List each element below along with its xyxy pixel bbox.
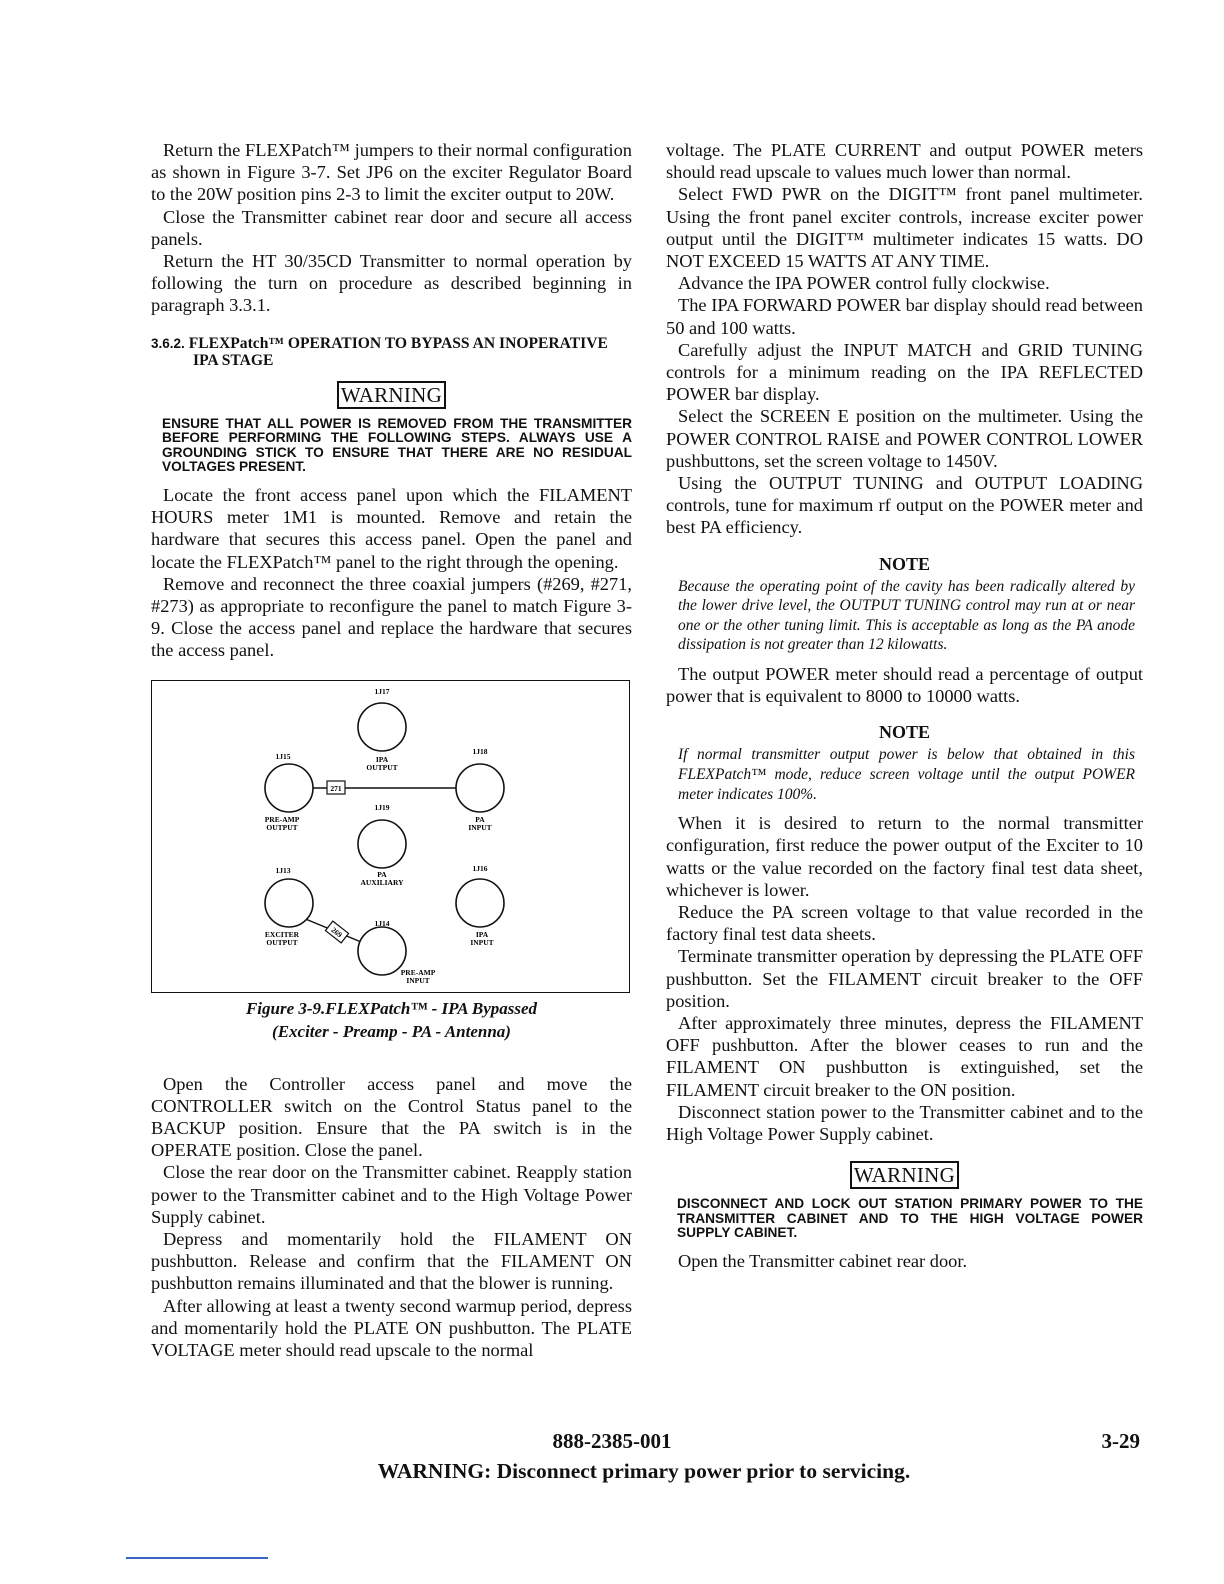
right-column <box>666 139 1143 1272</box>
warning-text: DISCONNECT AND LOCK OUT STATION PRIMARY POWER TO THE TRANSMITTER CABINET AND TO THE HIGH VOLTAGE POWER SUPPLY CABINET. <box>677 1196 1143 1241</box>
document-number: 888-2385-001 <box>552 1429 672 1453</box>
connector-1j15 <box>265 764 313 812</box>
connector-1j17 <box>358 703 406 751</box>
section-number: 3.6.2. <box>151 335 185 351</box>
paragraph: Open the Transmitter cabinet rear door. <box>678 1251 968 1272</box>
paragraph: After approximately three minutes, depress the FILAMENT OFF pushbutton. After the blower ceases to run and the FILAMENT ON pushbutton is extinguished, set the FILAMENT circuit breaker to the ON position. <box>666 1013 1143 1100</box>
paragraph: Close the Transmitter cabinet rear door and secure all access panels. <box>151 206 632 249</box>
paragraph: Remove and reconnect the three coaxial jumpers (#269, #271, #273) as appropriate to reconfigure the panel to match Figure 3-9. Close the access panel and replace the hardware that secures the access panel. <box>151 573 632 661</box>
connector-1j13-name: EXCITER <box>264 929 300 939</box>
jumper-271-label: 271 <box>330 783 342 793</box>
jumper-269-label: 269 <box>329 925 344 940</box>
note-title: NOTE <box>878 722 930 743</box>
divider <box>126 1557 268 1559</box>
connector-1j14-id: 1J14 <box>374 918 390 928</box>
note-text: If normal transmitter output power is below that obtained in this FLEXPatch™ mode, reduce screen voltage until the output POWER meter indicates 100%. <box>678 746 1135 803</box>
connector-1j18-name: PA <box>475 814 485 824</box>
paragraph: Using the OUTPUT TUNING and OUTPUT LOADING controls, tune for maximum rf output on the POWER meter and best PA efficiency. <box>666 473 1143 538</box>
connector-1j13-id: 1J13 <box>275 865 291 875</box>
jumper-tag-269 <box>325 921 348 943</box>
section-title: FLEXPatch™ OPERATION TO BYPASS AN INOPERATIVE IPA STAGE <box>188 334 608 369</box>
paragraph: voltage. The PLATE CURRENT and output POWER meters should read upscale to values much lower than normal. <box>666 140 1143 183</box>
connector-1j15-id: 1J15 <box>275 751 291 761</box>
figure-caption-line1: Figure 3-9.FLEXPatch™ - IPA Bypassed <box>245 998 538 1018</box>
figure-caption-line2: (Exciter - Preamp - PA - Antenna) <box>272 1021 511 1041</box>
warning-label-wrap <box>151 381 632 409</box>
connector-1j19-function: AUXILIARY <box>360 877 404 887</box>
connector-1j19 <box>358 820 406 868</box>
paragraph: Open the Controller access panel and move the CONTROLLER switch on the Control Status panel to the BACKUP position. Ensure that the PA switch is in the OPERATE position. Close the panel. <box>151 1073 632 1161</box>
note-title: NOTE <box>878 553 930 574</box>
connector-1j13 <box>265 879 313 927</box>
paragraph: Depress and momentarily hold the FILAMENT ON pushbutton. Release and confirm that the FILAMENT ON pushbutton remains illuminated and that the blower is running. <box>151 1229 632 1294</box>
paragraph: Terminate transmitter operation by depressing the PLATE OFF pushbutton. Set the FILAMENT circuit breaker to the OFF position. <box>666 946 1143 1011</box>
warning-text: ENSURE THAT ALL POWER IS REMOVED FROM THE TRANSMITTER BEFORE PERFORMING THE FOLLOWING STEPS. ALWAYS USE A GROUNDING STICK TO ENSURE THAT THERE ARE NO RESIDUAL VOLTAGES PRESENT. <box>162 415 632 475</box>
connector-1j17-name: IPA <box>375 754 389 764</box>
connector-1j15-name: PRE-AMP <box>264 814 300 824</box>
paragraph: Carefully adjust the INPUT MATCH and GRID TUNING controls for a minimum reading on the IPA REFLECTED POWER bar display. <box>666 339 1143 405</box>
left-column <box>151 139 632 1361</box>
paragraph: The IPA FORWARD POWER bar display should read between 50 and 100 watts. <box>666 295 1143 338</box>
paragraph: The output POWER meter should read a percentage of output power that is equivalent to 8000 to 10000 watts. <box>666 664 1143 707</box>
page-number: 3-29 <box>1101 1429 1140 1453</box>
connector-1j18 <box>456 764 504 812</box>
connector-1j14-name: PRE-AMP <box>400 967 436 977</box>
paragraph: Return the HT 30/35CD Transmitter to normal operation by following the turn on procedure as described beginning in paragraph 3.3.1. <box>151 251 632 316</box>
paragraph: Select FWD PWR on the DIGIT™ front panel multimeter. Using the front panel exciter controls, increase exciter power output until the DIGIT™ multimeter indicates 15 watts. DO NOT EXCEED 15 WATTS AT ANY TIME. <box>666 184 1143 272</box>
section-heading <box>151 335 632 369</box>
paragraph: Locate the front access panel upon which the FILAMENT HOURS meter 1M1 is mounted. Remove and retain the hardware that secures this access panel. Open the panel and locate the FLEXPatch™ panel to the right through the opening. <box>151 485 632 572</box>
footer-warning: WARNING: Disconnect primary power prior to servicing. <box>377 1459 911 1483</box>
paragraph: Advance the IPA POWER control fully clockwise. <box>678 273 1050 294</box>
note-text: Because the operating point of the cavity has been radically altered by the lower drive level, the OUTPUT TUNING control may run at or near one or the other tuning limit. This is acceptable as long as the PA anode dissipation is not greater than 12 kilowatts. <box>678 577 1135 654</box>
figure-caption <box>151 997 632 1043</box>
paragraph: Disconnect station power to the Transmitter cabinet and to the High Voltage Power Supply cabinet. <box>666 1101 1143 1145</box>
warning-label-wrap <box>666 1161 1143 1189</box>
connector-1j16-id: 1J16 <box>472 863 488 873</box>
connector-1j17-id: 1J17 <box>374 686 390 696</box>
paragraph: When it is desired to return to the normal transmitter configuration, first reduce the power output of the Exciter to 10 watts or the value recorded on the factory final test data sheet, whichever is lower. <box>666 813 1143 900</box>
connector-1j16-function: INPUT <box>470 937 494 947</box>
paragraph: Reduce the PA screen voltage to that value recorded in the factory final test data sheets. <box>666 902 1143 945</box>
connector-1j17-function: OUTPUT <box>366 762 398 772</box>
connector-1j14 <box>358 927 406 975</box>
flexpatch-diagram-svg <box>152 681 629 992</box>
connector-1j13-function: OUTPUT <box>266 937 298 947</box>
paragraph: Close the rear door on the Transmitter cabinet. Reapply station power to the Transmitter cabinet and to the High Voltage Power Supply cabinet. <box>151 1162 632 1227</box>
warning-label: WARNING <box>850 1161 959 1189</box>
connector-1j19-id: 1J19 <box>374 802 390 812</box>
connector-1j16-name: IPA <box>475 929 489 939</box>
connector-1j16 <box>456 879 504 927</box>
paragraph: Select the SCREEN E position on the multimeter. Using the POWER CONTROL RAISE and POWER CONTROL LOWER pushbuttons, set the screen voltage to 1450V. <box>666 406 1143 471</box>
paragraph: After allowing at least a twenty second warmup period, depress and momentarily hold the PLATE ON pushbutton. The PLATE VOLTAGE meter should read upscale to the normal <box>151 1295 632 1361</box>
connector-1j15-function: OUTPUT <box>266 822 298 832</box>
flexpatch-diagram <box>151 680 630 993</box>
connector-1j18-function: INPUT <box>468 822 492 832</box>
warning-label: WARNING <box>337 381 446 409</box>
connector-1j19-name: PA <box>377 869 387 879</box>
paragraph: Return the FLEXPatch™ jumpers to their normal configuration as shown in Figure 3-7. Set JP6 on the exciter Regulator Board to the 20W position pins 2-3 to limit the exciter output to 20W. <box>151 140 632 205</box>
connector-1j14-function: INPUT <box>406 975 430 985</box>
connector-1j18-id: 1J18 <box>472 746 488 756</box>
